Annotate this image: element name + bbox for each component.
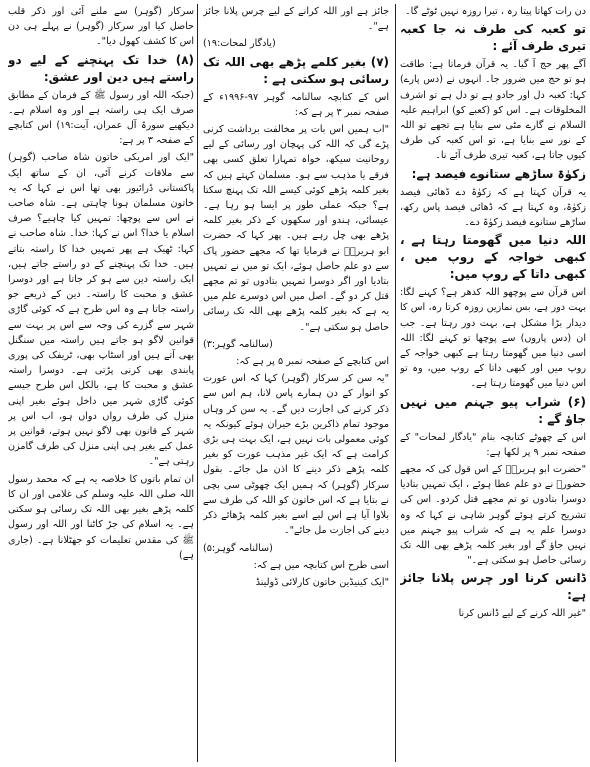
- citation: (یادگار لمحات:۱۹): [203, 38, 276, 50]
- paragraph: جائز ہے اور اللہ کرانے کے لیے چرس پلانا جائز ہے"۔: [203, 6, 389, 33]
- right-column: [400, 4, 586, 762]
- citation: (سالنامہ گوہر:۵): [203, 542, 273, 554]
- paragraph: سرکار (گوہر) سے ملنے آئی اور ذکر قلب حاصل کیا اور سرکار (گوہر) نے پہلے ہی دن اس کا کشف کھول دیا"۔: [8, 6, 194, 48]
- citation: (سالنامہ گوہر:۳): [203, 338, 273, 350]
- section-heading: (۸) خدا تک پہنچنے کے لیے دو راستے ہیں دین اور عشق:: [8, 52, 194, 84]
- paragraph: "اب ہمیں اس بات پر مخالفت برداشت کرنی پڑے گی کہ اللہ کی پہچان اور رسائی کے لیے روحانیت سیکھ، خواہ تمہارا تعلق کسی بھی فرقے یا مذہب سے ہو۔ مسلمان کہتے ہیں کہ بغیر کلمہ پڑھے کوئی کیسے اللہ تک پہنچ سکتا ہے؟ جبکہ عملی طور پر ایسا ہو رہا ہے۔ عیسائی، ہندو اور سکھوں کے ذکر بغیر کلمہ پڑھے بھی چل رہے ہیں۔ پھر کہا کہ حضرت ابو ہریرہؓ نے فرمایا تھا کہ مجھے حضور پاک سے دو علم حاصل ہوئے، ایک تو میں نے تمہیں بتادیا اور اگر دوسرا تمہیں بتادوں تو تم مجھے قتل کر دو گے۔ اصل میں اس دوسرے علم میں یہ ہے کہ بغیر کلمہ پڑھے بھی اللہ تک رسائی حاصل ہو سکتی ہے"۔: [203, 124, 389, 333]
- paragraph: (جبکہ اللہ اور رسول ﷺ کے فرمان کے مطابق صرف ایک ہی راستہ ہے اور وہ اسلام ہے۔ دیکھیے سورۃ آل عمران، آیت:۱۹) اس کتابچے کے صفحہ ۳ پر ہے:: [8, 89, 194, 147]
- left-column: [8, 4, 194, 762]
- paragraph: اس کے کتابچہ سالنامہ گوہر ۹۷-۱۹۹۶ء کے صفحہ نمبر ۳ پر ہے کہ:: [203, 91, 389, 118]
- paragraph: دن رات کھاتا پیتا رہ ، تیرا روزہ نہیں ٹوٹے گا۔: [405, 6, 586, 17]
- section-heading: اللہ دنیا میں گھومتا رہتا ہے ، کبھی خواجہ کے روپ میں ، کبھی داتا کے روپ میں:: [400, 233, 586, 282]
- paragraph: "حضرت ابو ہریرہؓ کے اس قول کی کہ مجھے حضورؐ نے دو علم عطا ہوئے ، ایک تمہیں بتادیا دوسرا بتادوں تو تم مجھے قتل کردو۔ اس کی تشریح کرتے ہوئے گوہر شاہی نے کہا کہ وہ دوسرا علم یہ ہے کہ شراب پیو جہنم میں نہیں جاؤ گے اور بغیر کلمہ پڑھے بھی اللہ تک رسائی حاصل ہو سکتی ہے۔": [400, 464, 586, 567]
- section-heading: (۷) بغیر کلمے پڑھے بھی اللہ تک رسائی ہو سکتی ہے :: [203, 54, 389, 86]
- middle-column: [203, 4, 389, 762]
- column-divider: [395, 4, 396, 762]
- section-heading: زکوٰۃ ساڑھے ستانوے فیصد ہے:: [411, 166, 586, 181]
- paragraph: اس قرآن سے پوچھو اللہ کدھر ہے؟ کہنے لگا: بہت دور ہے، بس نمازیں روزہ کرتا رہ، اس کا دیدار بڑا مشکل ہے، بہت دور رہتا ہے۔ جب ان (دس پاروں) سے پوچھا تو کہنے لگا: اللہ اسی دنیا میں گھومتا رہتا ہے کبھی خواجہ کے روپ میں اور کبھی داتا کے روپ میں، وہ تو اس دنیا میں گھومتا رہتا ہے۔: [400, 287, 586, 390]
- paragraph: اسی طرح اس کتابچہ میں ہے کہ:: [253, 559, 389, 571]
- paragraph: اس کے چھوٹے کتابچہ بنام "یادگار لمحات" کے صفحہ نمبر ۹ پر لکھا ہے:: [400, 431, 586, 458]
- paragraph: "غیر اللہ کرنے کے لیے ڈانس کرنا: [458, 608, 586, 620]
- paragraph: "ایک اور امریکی خاتون شاہ صاحب (گوہر) سے ملاقات کرنے آئی، ان کے ساتھ ایک پاکستانی ڈرائیور بھی تھا اس نے کہا کہ یہ خاتون مسلمان ہونا چاہتی ہے۔ شاہ صاحب نے اس سے پوچھا: تمہیں کیا چاہیے؟ صرف اسلام یا خدا؟ اس نے کہا: خدا۔ شاہ صاحب نے کہا: ٹھیک ہے پھر تمہیں خدا کا راستہ بتاتے ہیں۔ خدا تک پہنچنے کے دو راستے جاتے ہیں، ایک راستہ دین سے ہو کر جاتا ہے اور دوسرا عشق و محبت کا راستہ۔ دین کے ذریعے جو راستہ جاتا ہے وہ اس طرح ہے کہ کوئی گاڑی شہر سے گزرے کی وجہ سے اس پر بہت سے قوانین لاگو ہو جاتے ہیں راستہ میں سنگنل بھی آتے ہیں اور اسٹاپ بھی، ٹریفک کی پوری پابندی بھی کرنی پڑتی ہے۔ دوسرا راستہ عشق و محبت کا ہے، بالکل اس طرح جیسے کوئی گاڑی شہر میں داخل ہوئے بغیر اپنی منزل کی طرف رواں دواں ہو، اب اس پر شہر کے قانون بھی لاگو نہیں ہوتے، قوانین پر عمل کیے بغیر ہی اپنی منزل کی طرف گامزن رہتی ہے"۔: [8, 152, 194, 468]
- column-divider: [197, 4, 198, 762]
- paragraph: یہ قرآن کہتا ہے کہ زکوٰۃ دے ڈھائی فیصد زکوٰۃ، وہ کہتا ہے کہ ڈھائی فیصد پاس رکھ، ساڑھے ستانوے فیصد زکوٰۃ دے۔: [400, 186, 586, 229]
- paragraph: ان تمام باتوں کا خلاصہ یہ ہے کہ محمد رسول اللہ صلی اللہ علیہ وسلم کی غلامی اور ان کا کلمہ پڑھے بغیر بھی اللہ تک رسائی ہو سکتی ہے۔ یہ اسلام کی جڑ کاٹنا اور اللہ اور رسول ﷺ کی مقدس تعلیمات کو جھٹلانا ہے۔ (جاری ہے): [8, 473, 194, 561]
- paragraph: اس کتابچے کے صفحہ نمبر ۵ پر ہے کہ:: [236, 356, 389, 368]
- section-heading: تو کعبہ کی طرف نہ جا کعبہ تیری طرف آئے :: [400, 22, 586, 54]
- section-heading: ڈانس کرنا اور چرس پلانا جائز ہے:: [400, 571, 586, 603]
- paragraph: آگے پھر حج آ گیا۔ یہ قرآن فرماتا ہے: طاقت ہو تو حج میں ضرور جا۔ انہوں نے (دس پارے) کہا: کعبہ دل اور جادو ہے تو دل ہے تو اشرف المخلوقات ہے۔ اس کو (کعبے کو) ابراہیم علیہ السلام نے گارے مٹی سے بنایا ہے تجھے تو اللہ کے نور سے بنایا ہے، تو اس کعبہ کی طرف کیوں جاتا ہے، کعبہ تیری طرف آئے نا۔: [400, 59, 586, 162]
- section-heading: (۶) شراب پیو جہنم میں نہیں جاؤ گے :: [400, 394, 586, 426]
- paragraph: "ایک کینیڈین خاتون کارلائی ڈولینڈ: [255, 576, 389, 588]
- paragraph: "یہ سن کر سرکار (گوہر) کہا کہ اس عورت کو انوار کے دن ہمارے پاس لانا، ہم اس سے ذکر کرنے کی اجازت دیں گے۔ یہ سن کر وہاں موجود تمام ذاکرین بڑے حیران ہوئے کیونکہ یہ کوئی معمولی بات نہیں ہے، ایک بہت ہی بڑی کرامت ہے کہ ایک غیر مذہب عورت کو بغیر کلمہ پڑھے ذکر دینے کا اذن مل جائے۔ بقول سرکار (گوہر) کہ ہمیں ایک چھوٹی سی بچی نے بتایا ہے کہ اس خاتون کو اللہ کی طرف سے بلاوا آیا ہے اس لیے اسے بغیر کلمہ پڑھائے ذکر دینے کی اجازت مل جائے"۔: [203, 373, 389, 537]
